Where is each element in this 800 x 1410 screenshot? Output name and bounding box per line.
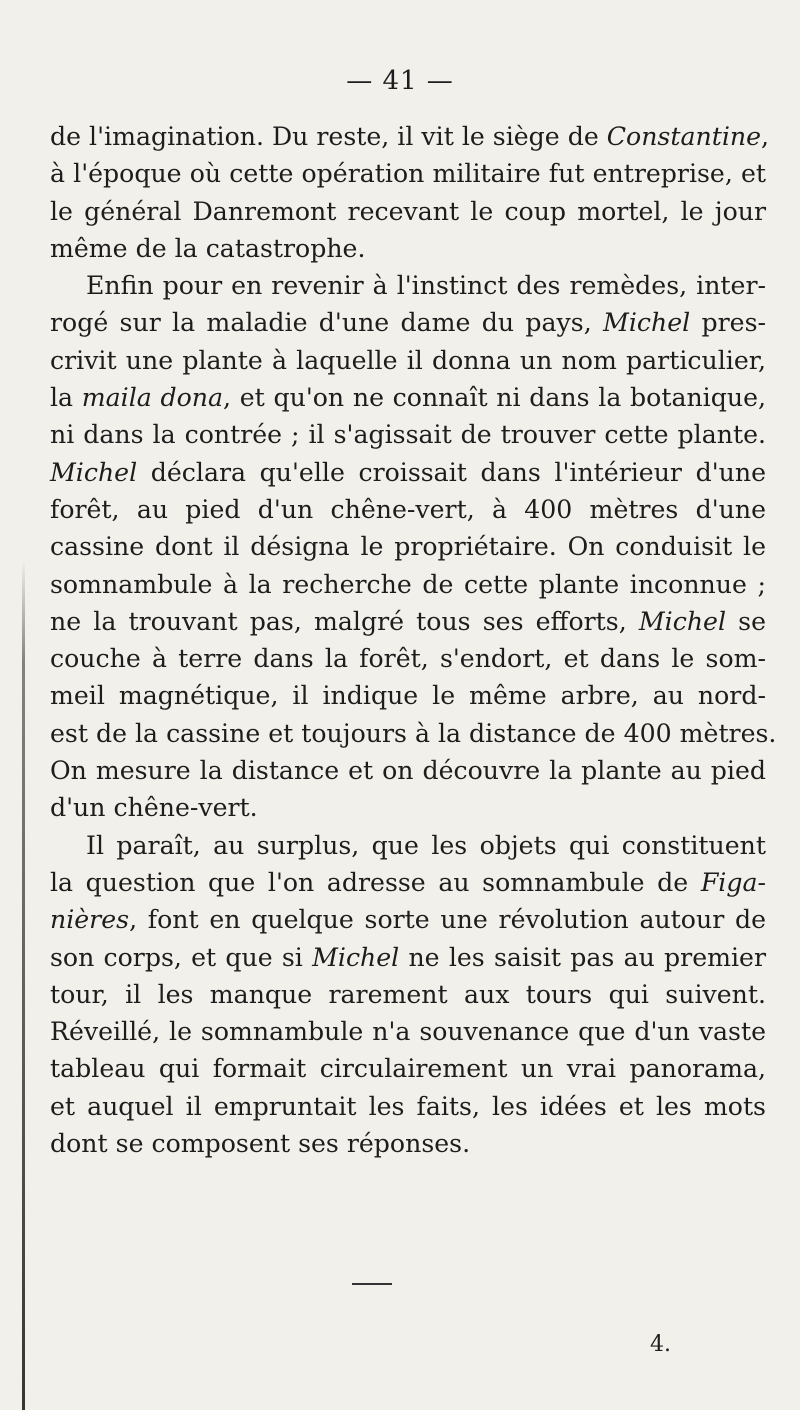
text-line: son corps, et que si Michel ne les saisit pas au premier (50, 942, 766, 972)
text-line: ne la trouvant pas, malgré tous ses efforts, Michel se (50, 606, 766, 636)
binding-shadow (22, 560, 25, 1410)
text-line: rogé sur la maladie d'une dame du pays, Michel pres- (50, 308, 767, 338)
text-line: d'un chêne-vert. (50, 793, 258, 823)
text-line: Michel déclara qu'elle croissait dans l'intérieur d'une (50, 457, 766, 487)
text-line: est de la cassine et toujours à la distance de 400 mètres. (50, 718, 777, 748)
text-line: On mesure la distance et on découvre la plante au pied (50, 756, 766, 786)
text-line: Enfin pour en revenir à l'instinct des remèdes, inter- (86, 271, 766, 301)
text-line: cassine dont il désigna le propriétaire. On conduisit le (50, 532, 766, 562)
section-divider (352, 1283, 392, 1285)
text-line: et auquel il empruntait les faits, les idées et les mots (50, 1091, 766, 1121)
text-line: le général Danremont recevant le coup mortel, le jour (50, 196, 766, 226)
text-line: la maila dona, et qu'on ne connaît ni dans la botanique, (50, 383, 766, 413)
page-number: — 41 — (346, 66, 454, 96)
signature-mark: 4. (650, 1332, 671, 1357)
text-line: tableau qui formait circulairement un vrai panorama, (50, 1054, 766, 1084)
text-line: de l'imagination. Du reste, il vit le siège de Constantine, (50, 122, 770, 151)
text-line: couche à terre dans la forêt, s'endort, et dans le som- (50, 644, 766, 674)
text-line: Réveillé, le somnambule n'a souvenance que d'un vaste (50, 1017, 766, 1047)
text-line: nières, font en quelque sorte une révolution autour de (50, 905, 766, 935)
text-line: somnambule à la recherche de cette plante inconnue ; (50, 569, 766, 599)
text-line: dont se composent ses réponses. (50, 1129, 471, 1159)
text-line: à l'époque où cette opération militaire fut entreprise, et (50, 159, 766, 189)
text-line: Il paraît, au surplus, que les objets qui constituent (86, 830, 766, 860)
text-line: forêt, au pied d'un chêne-vert, à 400 mètres d'une (50, 494, 766, 524)
text-line: même de la catastrophe. (50, 233, 366, 263)
body-text (50, 118, 777, 1162)
text-line: meil magnétique, il indique le même arbre, au nord- (50, 681, 766, 711)
text-line: tour, il les manque rarement aux tours qui suivent. (50, 979, 766, 1009)
text-line: ni dans la contrée ; il s'agissait de trouver cette plante. (50, 420, 766, 450)
text-line: la question que l'on adresse au somnambule de Figa- (50, 867, 766, 897)
text-line: crivit une plante à laquelle il donna un nom particulier, (50, 345, 766, 375)
